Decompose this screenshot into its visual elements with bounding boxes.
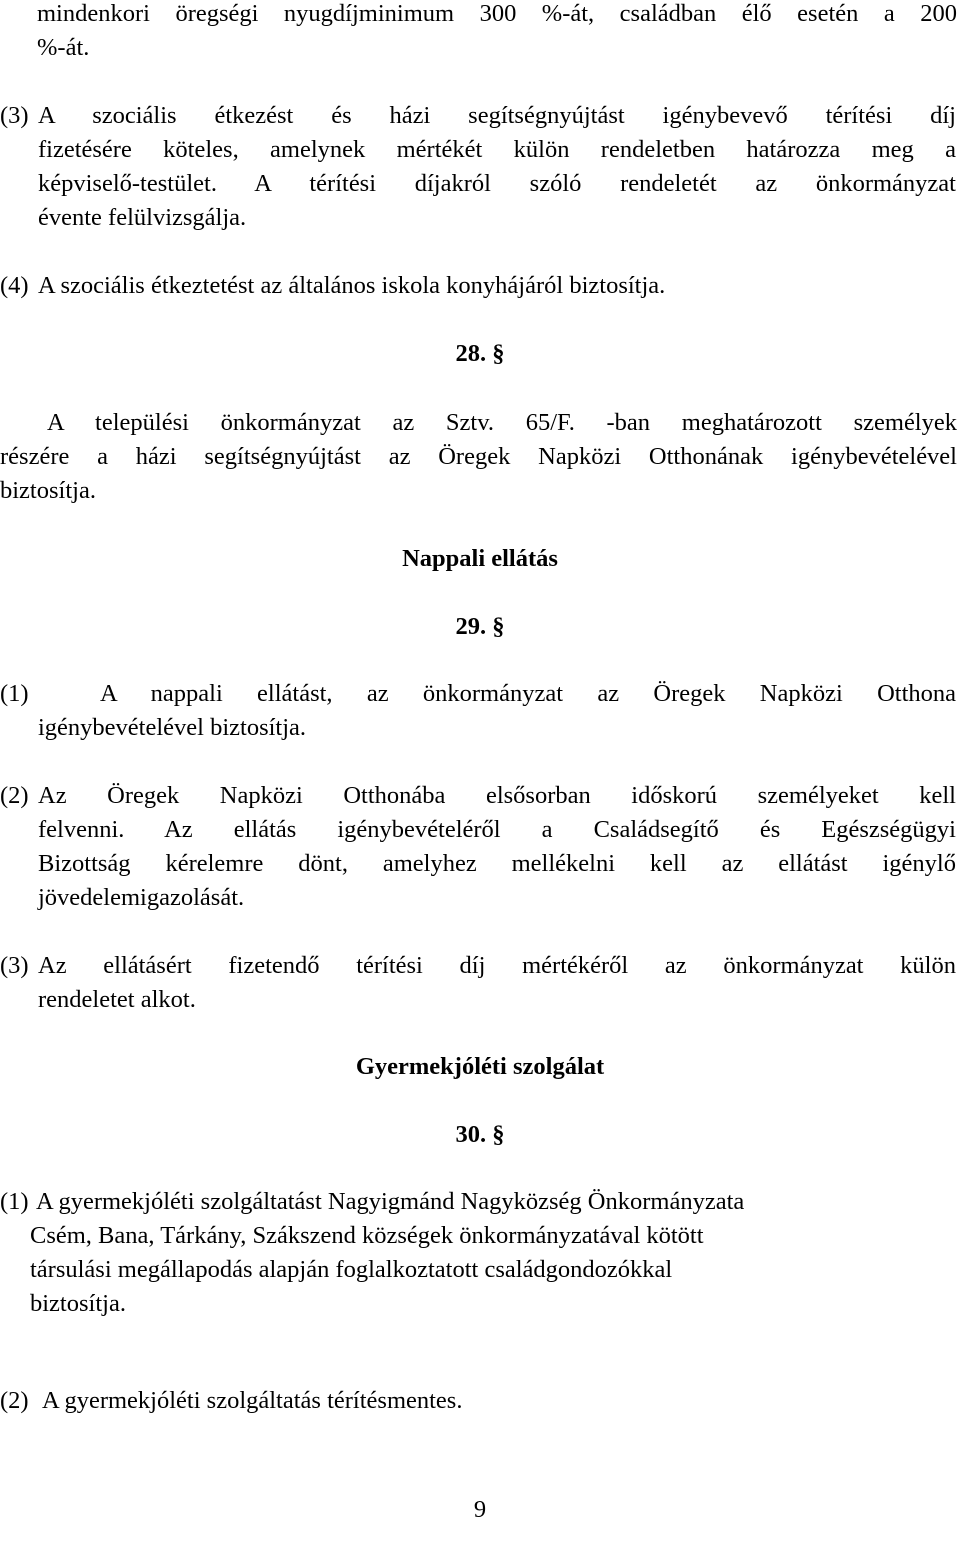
paragraph-line: A nappali ellátást, az önkormányzat az Öregek Napközi Otthona — [100, 680, 956, 707]
paragraph-line: évente felülvizsgálja. — [38, 204, 247, 231]
paragraph-line: A szociális étkezést és házi segítségnyújtást igénybevevő térítési díj — [38, 102, 956, 129]
paragraph-line: biztosítja. — [30, 1290, 126, 1317]
paragraph-line: képviselő-testület. A térítési díjakról szóló rendeletét az önkormányzat — [38, 170, 956, 197]
page-number: 9 — [473, 1496, 487, 1523]
paragraph-line: biztosítja. — [0, 477, 96, 504]
paragraph-line: Az Öregek Napközi Otthonába elsősorban időskorú személyeket kell — [38, 782, 956, 809]
section-sign-icon: § — [486, 340, 505, 367]
paragraph-number: (2) — [0, 1387, 29, 1414]
paragraph-line: fizetésére köteles, amelynek mértékét külön rendeletben határozza meg a — [38, 136, 956, 163]
paragraph-line: A gyermekjóléti szolgáltatás térítésmentes. — [42, 1387, 463, 1414]
paragraph-number: (4) — [0, 272, 29, 299]
paragraph-number: (1) — [0, 680, 29, 707]
paragraph-number: (2) — [0, 782, 29, 809]
paragraph-line: rendeletet alkot. — [38, 986, 196, 1013]
section-sign-icon: § — [486, 613, 505, 640]
section-heading-28: 28. § — [455, 340, 505, 367]
paragraph-number: (1) — [0, 1188, 29, 1215]
paragraph-line: Csém, Bana, Tárkány, Szákszend községek önkormányzatával kötött — [30, 1222, 704, 1249]
paragraph-line: A gyermekjóléti szolgáltatást Nagyigmánd Nagyközség Önkormányzata — [36, 1188, 745, 1215]
paragraph-line: jövedelemigazolását. — [38, 884, 245, 911]
paragraph-line: társulási megállapodás alapján foglalkoztatott családgondozókkal — [30, 1256, 673, 1283]
section-sign-icon: § — [486, 1121, 505, 1148]
continued-paragraph-line: %-át. — [37, 34, 90, 61]
paragraph-line: A szociális étkeztetést az általános iskola konyhájáról biztosítja. — [38, 272, 666, 299]
section-heading-30: 30. § — [455, 1121, 505, 1148]
paragraph-number: (3) — [0, 952, 29, 979]
paragraph-line: részére a házi segítségnyújtást az Öregek Napközi Otthonának igénybevételével — [0, 443, 957, 470]
paragraph-line: igénybevételével biztosítja. — [38, 714, 307, 741]
continued-paragraph-line: mindenkori öregségi nyugdíjminimum 300 %-át, családban élő esetén a 200 — [37, 0, 957, 27]
paragraph-number: (3) — [0, 102, 29, 129]
paragraph-line: felvenni. Az ellátás igénybevételéről a Családsegítő és Egészségügyi — [38, 816, 956, 843]
paragraph-line: Bizottság kérelemre dönt, amelyhez mellékelni kell az ellátást igénylő — [38, 850, 956, 877]
paragraph-line: Az ellátásért fizetendő térítési díj mértékéről az önkormányzat külön — [38, 952, 956, 979]
paragraph-line: A települési önkormányzat az Sztv. 65/F. -ban meghatározott személyek — [47, 409, 957, 436]
section-heading-29: 29. § — [455, 613, 505, 640]
section-title-gyermekjoleti: Gyermekjóléti szolgálat — [355, 1053, 605, 1080]
section-title-nappali: Nappali ellátás — [402, 545, 558, 572]
